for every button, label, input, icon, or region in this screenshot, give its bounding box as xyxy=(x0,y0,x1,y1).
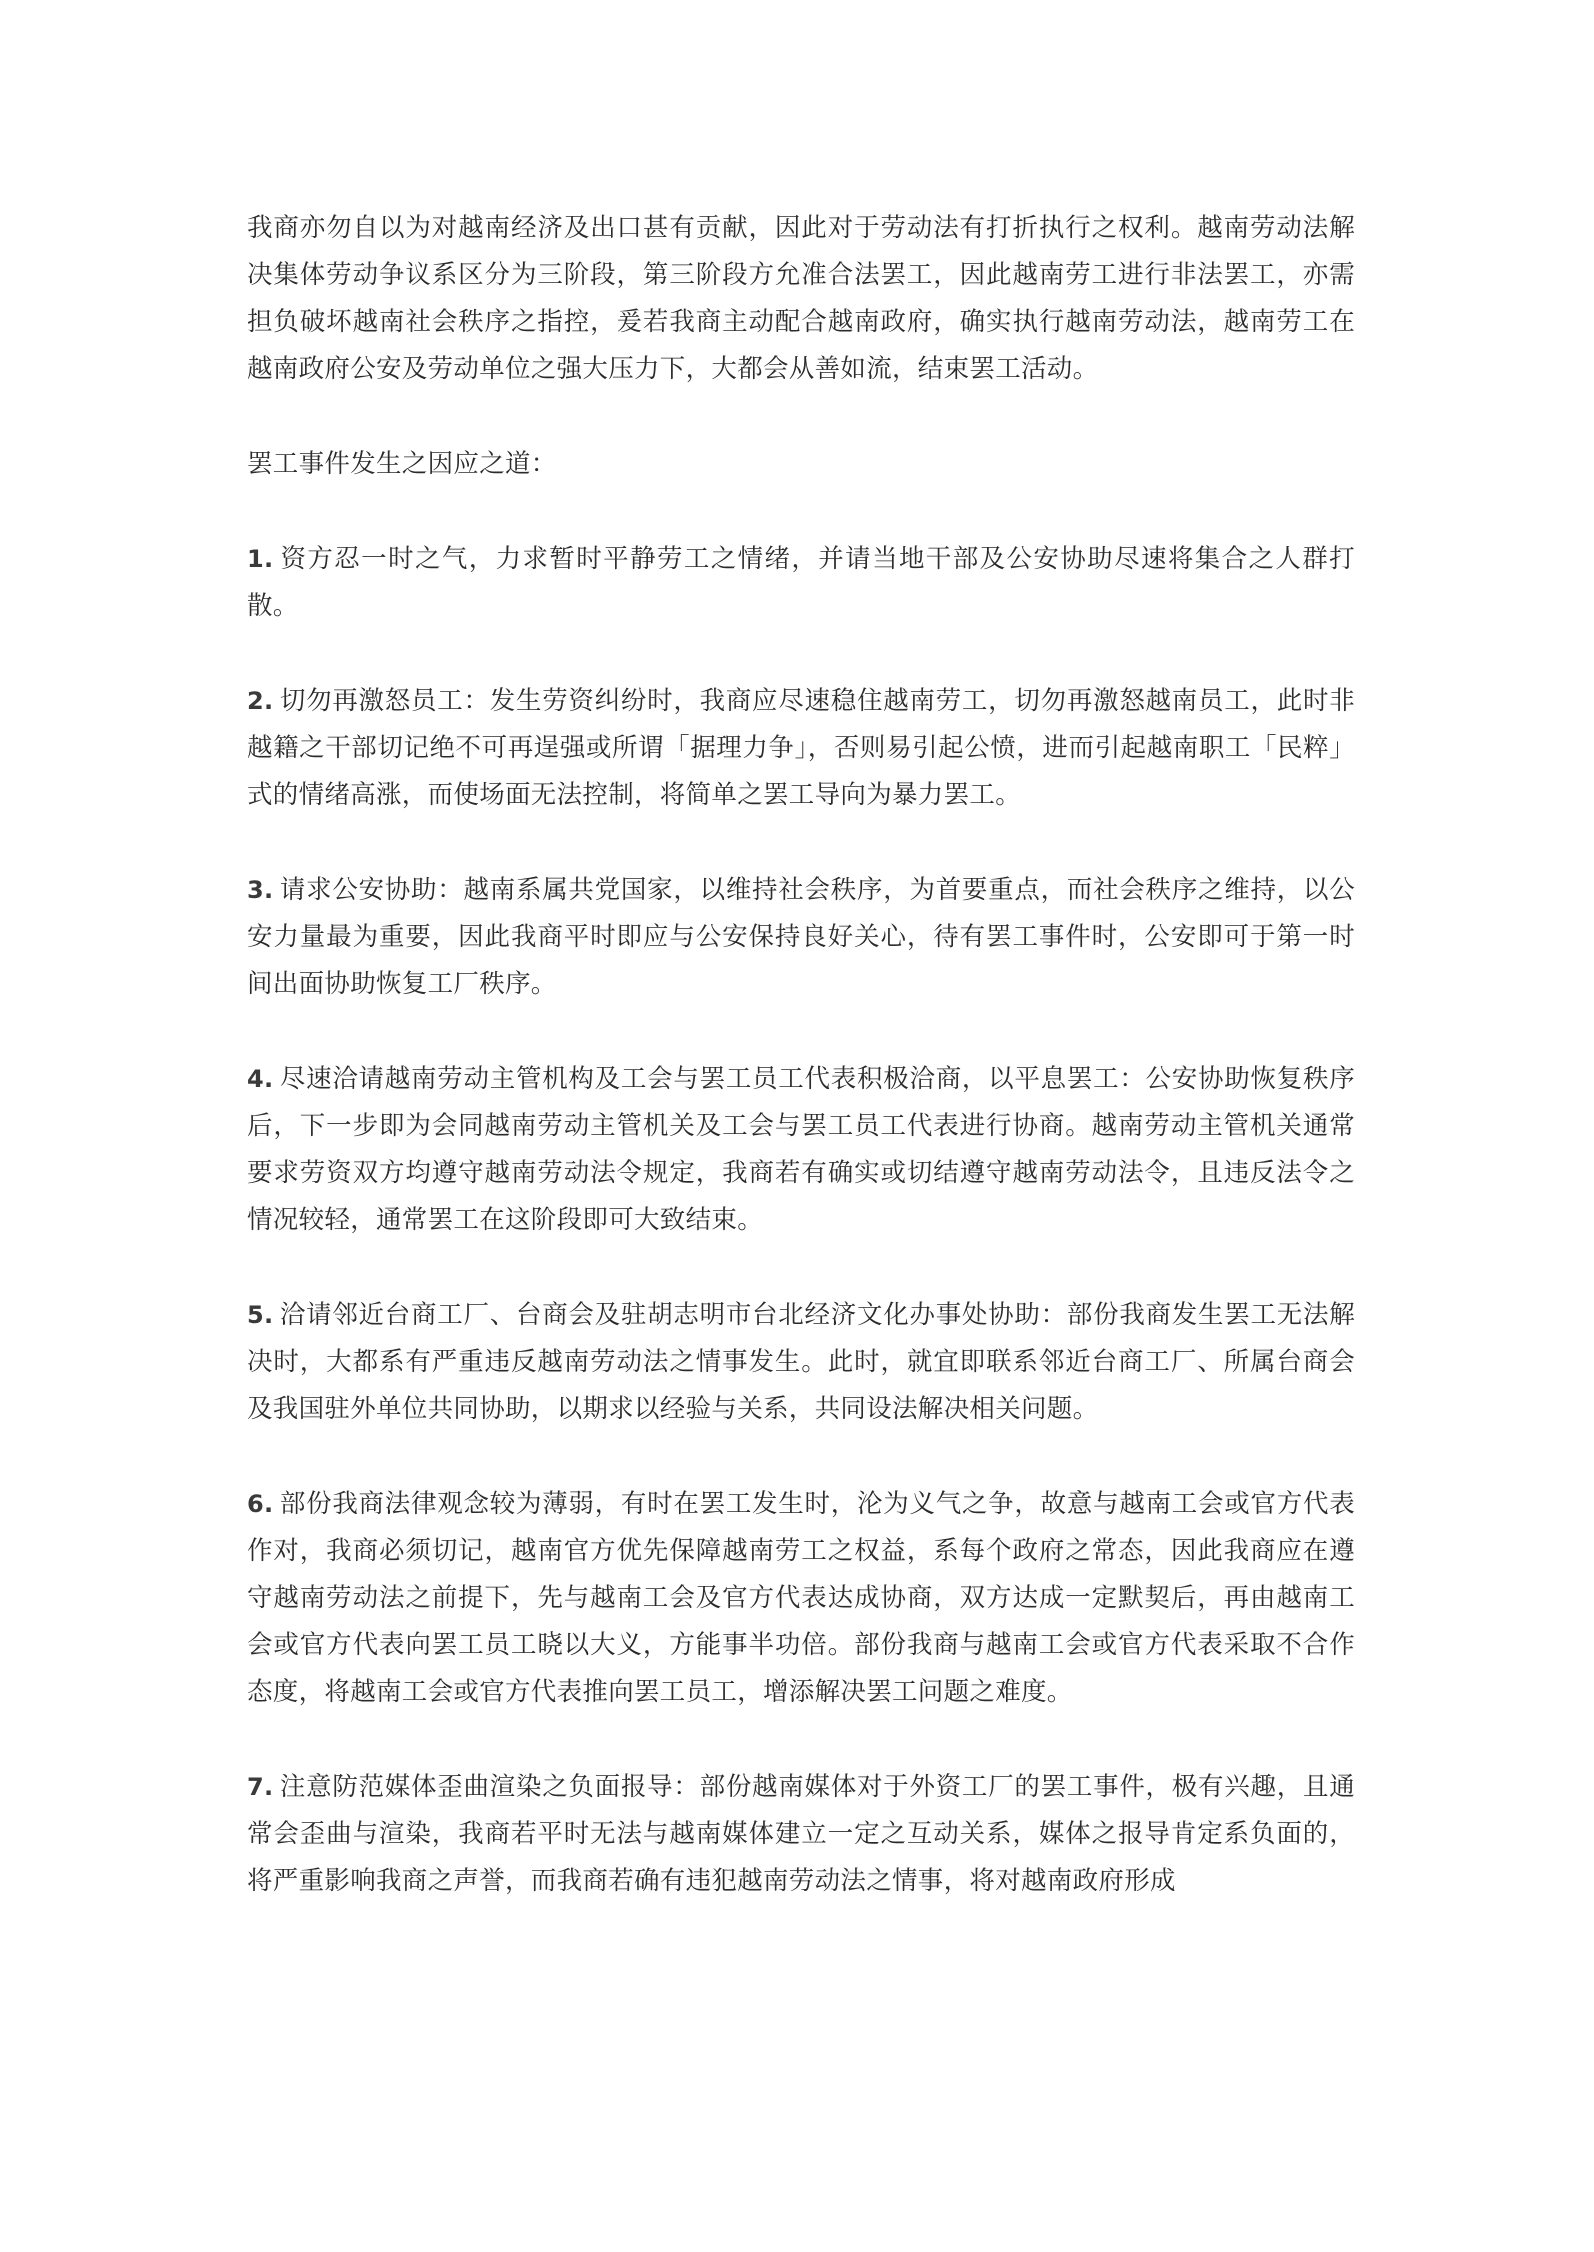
list-item xyxy=(247,867,1355,1008)
item-number: 7. xyxy=(247,1773,274,1801)
list-item xyxy=(247,678,1355,819)
section-heading: 罢工事件发生之因应之道： xyxy=(247,449,557,479)
item-text: 部份我商法律观念较为薄弱，有时在罢工发生时，沦为义气之争，故意与越南工会或官方代表作对，我商必须切记，越南官方优先保障越南劳工之权益，系每个政府之常态，因此我商应在遵守越南劳动法之前提下，先与越南工会及官方代表达成协商，双方达成一定默契后，再由越南工会或官方代表向罢工员工晓以大义，方能事半功倍。部份我商与越南工会或官方代表采取不合作态度，将越南工会或官方代表推向罢工员工，增添解决罢工问题之难度。 xyxy=(247,1489,1355,1707)
item-number: 5. xyxy=(247,1301,274,1329)
list-item xyxy=(247,1292,1355,1433)
item-number: 3. xyxy=(247,876,274,904)
document-body xyxy=(247,205,1355,1953)
item-number: 6. xyxy=(247,1490,274,1518)
item-text: 资方忍一时之气，力求暂时平静劳工之情绪，并请当地干部及公安协助尽速将集合之人群打散。 xyxy=(247,544,1355,621)
list-item xyxy=(247,1056,1355,1244)
item-text: 尽速洽请越南劳动主管机构及工会与罢工员工代表积极洽商，以平息罢工：公安协助恢复秩序后，下一步即为会同越南劳动主管机关及工会与罢工员工代表进行协商。越南劳动主管机关通常要求劳资双方均遵守越南劳动法令规定，我商若有确实或切结遵守越南劳动法令，且违反法令之情况较轻，通常罢工在这阶段即可大致结束。 xyxy=(247,1064,1355,1235)
item-number: 1. xyxy=(247,545,274,573)
intro-paragraph: 我商亦勿自以为对越南经济及出口甚有贡献，因此对于劳动法有打折执行之权利。越南劳动法解决集体劳动争议系区分为三阶段，第三阶段方允准合法罢工，因此越南劳工进行非法罢工，亦需担负破坏越南社会秩序之指控，爰若我商主动配合越南政府，确实执行越南劳动法，越南劳工在越南政府公安及劳动单位之强大压力下，大都会从善如流，结束罢工活动。 xyxy=(247,213,1355,384)
item-text: 请求公安协助：越南系属共党国家，以维持社会秩序，为首要重点，而社会秩序之维持，以公安力量最为重要，因此我商平时即应与公安保持良好关心，待有罢工事件时，公安即可于第一时间出面协助恢复工厂秩序。 xyxy=(247,875,1355,999)
item-number: 4. xyxy=(247,1065,274,1093)
item-text: 切勿再激怒员工：发生劳资纠纷时，我商应尽速稳住越南劳工，切勿再激怒越南员工，此时非越籍之干部切记绝不可再逞强或所谓「据理力争」，否则易引起公愤，进而引起越南职工「民粹」式的情绪高涨，而使场面无法控制，将简单之罢工导向为暴力罢工。 xyxy=(247,686,1355,810)
item-text: 洽请邻近台商工厂、台商会及驻胡志明市台北经济文化办事处协助：部份我商发生罢工无法解决时，大都系有严重违反越南劳动法之情事发生。此时，就宜即联系邻近台商工厂、所属台商会及我国驻外单位共同协助，以期求以经验与关系，共同设法解决相关问题。 xyxy=(247,1300,1355,1424)
list-item xyxy=(247,1764,1355,1905)
list-item xyxy=(247,1481,1355,1716)
item-number: 2. xyxy=(247,687,274,715)
item-text: 注意防范媒体歪曲渲染之负面报导：部份越南媒体对于外资工厂的罢工事件，极有兴趣，且通常会歪曲与渲染，我商若平时无法与越南媒体建立一定之互动关系，媒体之报导肯定系负面的，将严重影响我商之声誉，而我商若确有违犯越南劳动法之情事，将对越南政府形成 xyxy=(247,1772,1355,1896)
list-item xyxy=(247,536,1355,630)
